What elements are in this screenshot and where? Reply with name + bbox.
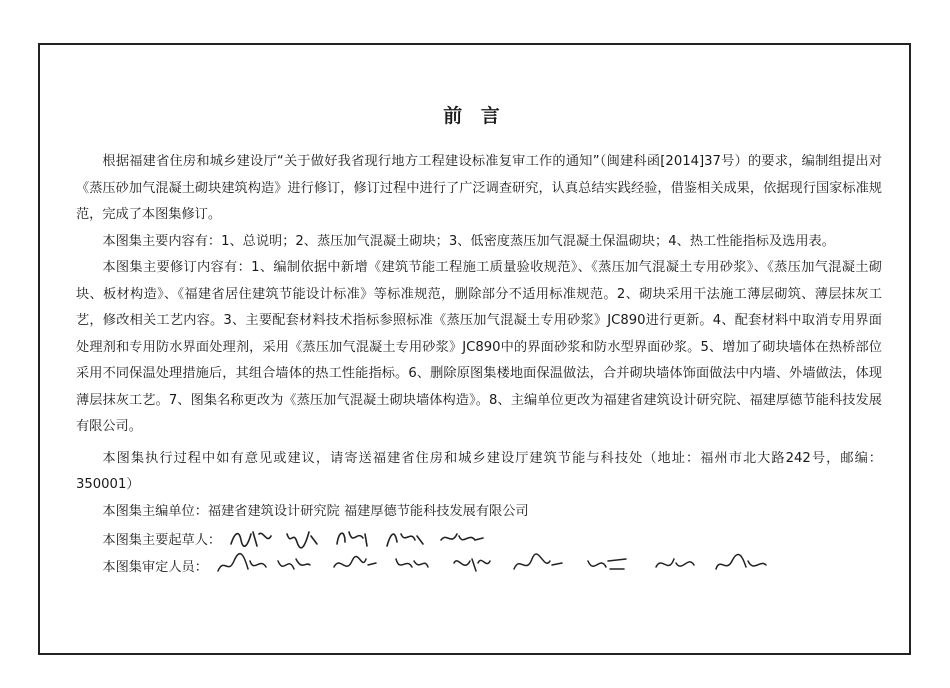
reviewers-row [76,552,882,579]
paragraph-basis: 根据福建省住房和城乡建设厅“关于做好我省现行地方工程建设标准复审工作的通知”（闽建科函[2014]37号）的要求，编制组提出对《蒸压砂加气混凝土砌块建筑构造》进行修订，修订过程中进行了广泛调查研究，认真总结实践经验，借鉴相关成果，依据现行国家标准规范，完成了本图集修订。 [76,154,882,222]
page-title: 前 言 [443,105,506,127]
reviewers-label: 本图集审定人员： [102,560,208,575]
paragraph-chief-editors: 本图集主编单位：福建省建筑设计研究院 福建厚德节能科技发展有限公司 [102,503,529,519]
paragraph-feedback: 本图集执行过程中如有意见或建议，请寄送福建省住房和城乡建设厅建筑节能与科技处（地址：福州市北大路242号，邮编：350001） [76,450,882,492]
paragraph-revisions: 本图集主要修订内容有：1、编制依据中新增《建筑节能工程施工质量验收规范》、《蒸压加气混凝土专用砂浆》、《蒸压加气混凝土砌块、板材构造》、《福建省居住建筑节能设计标准》等标准规范，删除部分不适用标准规范。2、砌块采用干法施工薄层砌筑、薄层抹灰工艺，修改相关工艺内容。3、主要配套材料技术指标参照标准《蒸压加气混凝土专用砂浆》JC890进行更新。4、配套材料中取消专用界面处理剂和专用防水界面处理剂，采用《蒸压加气混凝土专用砂浆》JC890中的界面砂浆和防水型界面砂浆。5、增加了砌块墙体在热桥部位采用不同保温处理措施后，其组合墙体的热工性能指标。6、删除原图集楼地面保温做法，合并砌块墙体饰面做法中内墙、外墙做法，体现薄层抹灰工艺。7、图集名称更改为《蒸压加气混凝土砌块墙体构造》。8、主编单位更改为福建省建筑设计研究院、福建厚德节能科技发展有限公司。 [76,260,882,434]
preface-body [76,149,882,579]
drafters-label: 本图集主要起草人： [102,533,222,548]
drafters-row [76,525,882,552]
paragraph-contents: 本图集主要内容有：1、总说明；2、蒸压加气混凝土砌块；3、低密度蒸压加气混凝土保温砌块；4、热工性能指标及选用表。 [102,233,835,249]
document-frame [38,43,911,655]
reviewers-signatures [214,551,814,581]
drafters-signatures [227,526,497,552]
